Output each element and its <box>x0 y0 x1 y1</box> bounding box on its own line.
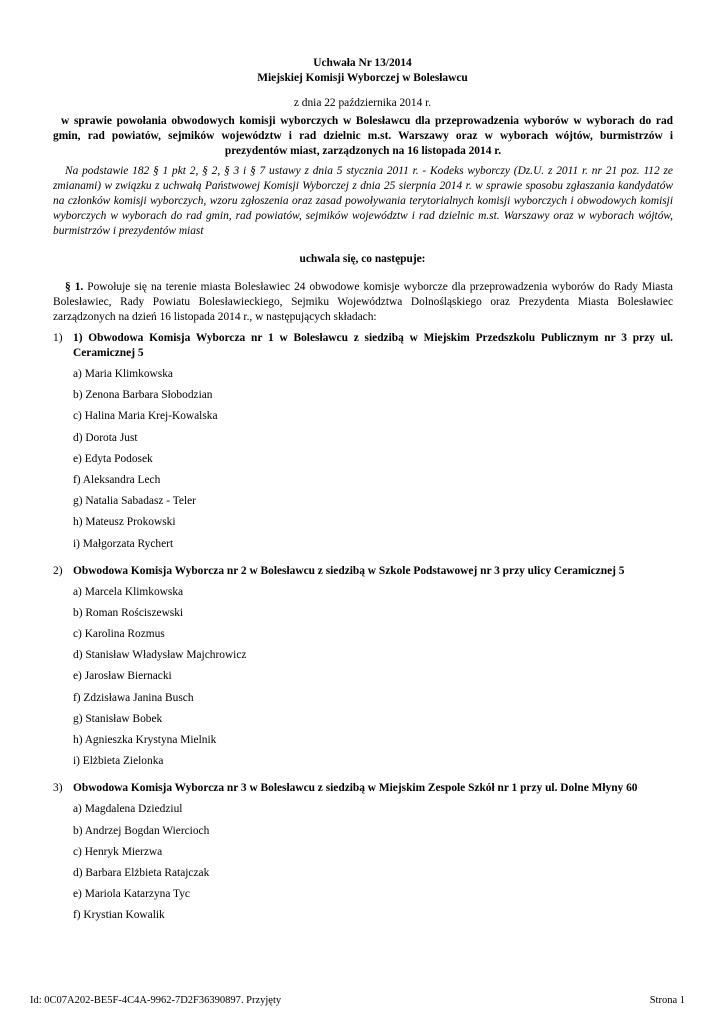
member-item: h) Mateusz Prokowski <box>73 516 176 529</box>
legal-basis: Na podstawie 182 § 1 pkt 2, § 2, § 3 i § 7 ustawy z dnia 5 stycznia 2011 r. - Kodeks wyborczy (Dz.U. z 2011 r. nr 21 poz. 112 ze zmianami) w związku z uchwałą Państwowej Komisji Wyborczej z dnia 25 sierpnia 2014 r. w sprawie sposobu zgłaszania kandydatów na członków komisji wyborczych, wzoru zgłoszenia oraz zasad powoływania terytorialnych komisji wyborczych i obwodowych komisji wyborczych w wyborach do rad gmin, rad powiatów, sejmików województw i rad dzielnic m.st. Warszawy oraz w wyborach wójtów, burmistrzów i prezydentów miast <box>53 165 673 237</box>
commission-3 <box>53 781 673 929</box>
member-item: c) Henryk Mierzwa <box>73 845 163 858</box>
title-line-2: Miejskiej Komisji Wyborczej w Bolesławcu <box>257 72 468 84</box>
member-item: g) Stanisław Bobek <box>73 712 163 725</box>
commission-number: 2) <box>53 564 63 577</box>
commission-title: Obwodowa Komisja Wyborcza nr 2 w Bolesławcu z siedzibą w Szkole Podstawowej nr 3 przy ulicy Ceramicznej 5 <box>73 564 625 577</box>
document-title <box>0 56 725 86</box>
member-item: a) Maria Klimkowska <box>73 368 173 380</box>
commission-title: Obwodowa Komisja Wyborcza nr 3 w Bolesławcu z siedzibą w Miejskim Zespole Szkół nr 1 przy ul. Dolne Młyny 60 <box>73 782 638 795</box>
member-item: d) Barbara Elżbieta Ratajczak <box>73 866 210 879</box>
commission-number: 3) <box>53 782 63 795</box>
member-item: f) Zdzisława Janina Busch <box>73 691 194 704</box>
paragraph-1-text: Powołuje się na terenie miasta Bolesławiec 24 obwodowe komisje wyborcze dla przeprowadzenia wyborów do Rady Miasta Bolesławiec, Rady Powiatu Bolesławieckiego, Sejmiku Województwa Dolnośląskiego oraz Prezydenta Miasta Bolesławiec zarządzonych na dzień 16 listopada 2014 r., w następujących składach: <box>53 281 673 323</box>
paragraph-1 <box>53 280 673 325</box>
commission-title-prefix: 1) <box>73 332 83 344</box>
paragraph-1-label: § 1. <box>65 281 84 293</box>
commission-title-text: Obwodowa Komisja Wyborcza nr 1 w Bolesławcu z siedzibą w Miejskim Przedszkolu Publicznym nr 3 przy ul. Ceramicznej 5 <box>73 332 673 359</box>
member-item: e) Mariola Katarzyna Tyc <box>73 888 190 901</box>
member-item: d) Stanisław Władysław Majchrowicz <box>73 649 247 662</box>
member-item: f) Krystian Kowalik <box>73 909 165 922</box>
member-item: a) Marcela Klimkowska <box>73 585 184 598</box>
member-item: c) Karolina Rozmus <box>73 628 165 641</box>
document-id: Id: 0C07A202-BE5F-4C4A-9962-7D2F36390897. Przyjęty <box>30 995 282 1006</box>
member-list <box>53 802 673 929</box>
commission-number: 1) <box>53 332 63 344</box>
commission-title <box>73 331 673 361</box>
member-list <box>53 367 673 558</box>
member-item: e) Jarosław Biernacki <box>73 670 172 683</box>
member-item: f) Aleksandra Lech <box>73 473 161 486</box>
member-list <box>53 585 673 776</box>
member-item: g) Natalia Sabadasz - Teler <box>73 495 196 508</box>
commission-2 <box>53 564 673 776</box>
resolve-phrase: uchwala się, co następuje: <box>299 253 426 265</box>
member-item: c) Halina Maria Krej-Kowalska <box>73 410 218 423</box>
member-item: a) Magdalena Dziedziul <box>73 803 183 816</box>
member-item: d) Dorota Just <box>73 431 138 444</box>
member-item: h) Agnieszka Krystyna Mielnik <box>73 734 217 746</box>
member-item: i) Małgorzata Rychert <box>73 537 174 550</box>
document-subject: w sprawie powołania obwodowych komisji wyborczych w Bolesławcu dla przeprowadzenia wyborów w wyborach do rad gmin, rad powiatów, sejmików województw i rad dzielnic m.st. Warszawy oraz w wyborach wójtów, burmistrzów i prezydentów miast, zarządzonych na 16 listopada 2014 r. <box>53 115 673 157</box>
commission-list <box>53 331 673 936</box>
member-item: b) Roman Rościszewski <box>73 606 184 619</box>
member-item: b) Zenona Barbara Słobodzian <box>73 389 213 402</box>
member-item: i) Elżbieta Zielonka <box>73 755 164 768</box>
member-item: e) Edyta Podosek <box>73 452 153 465</box>
member-item: b) Andrzej Bogdan Wiercioch <box>73 824 210 837</box>
document-date: z dnia 22 października 2014 r. <box>293 97 432 109</box>
commission-1 <box>53 331 673 558</box>
title-line-1: Uchwała Nr 13/2014 <box>313 57 412 69</box>
page-number: Strona 1 <box>649 995 685 1006</box>
